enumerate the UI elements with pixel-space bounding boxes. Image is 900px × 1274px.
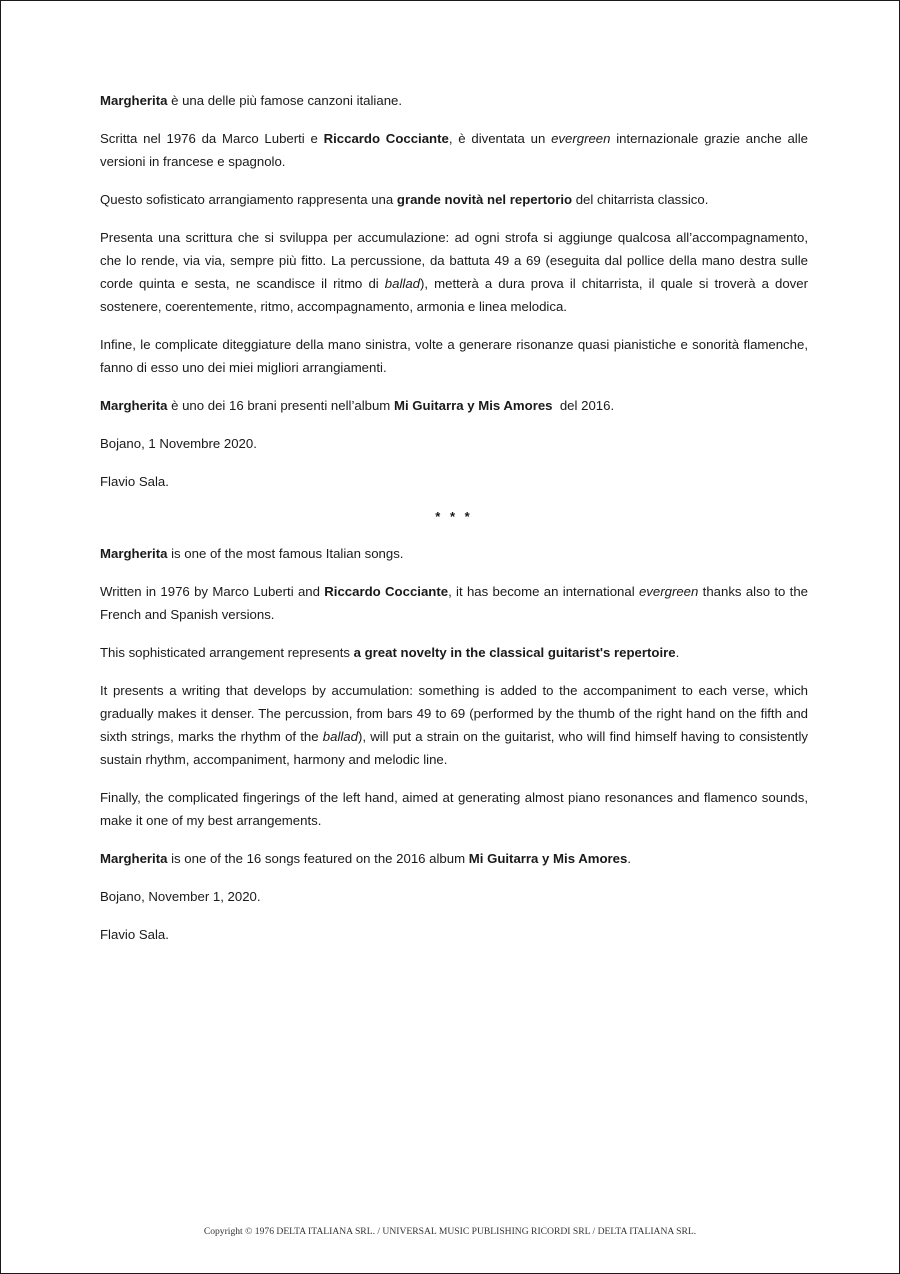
en-p2-text-2: , it has become an international	[448, 583, 639, 599]
en-p6-song-title: Margherita	[100, 850, 168, 866]
it-p3-text-1: Questo sofisticato arrangiamento rappresenta una	[100, 191, 397, 207]
en-signature: Flavio Sala.	[100, 926, 169, 942]
en-paragraph-4	[100, 679, 808, 772]
en-p3-text-2: .	[675, 644, 680, 660]
it-paragraph-4	[100, 226, 808, 319]
en-p4-text-1: It presents a writing that develops by accumulation: something is added to the accompaniment to each verse, which gradually makes it denser. The percussion, from bars 49 to 69 (performed by the thumb of the right hand on the fifth and sixth strings, marks the rhythm of the	[100, 682, 808, 744]
en-p2-evergreen: evergreen	[638, 583, 699, 599]
en-p5-text: Finally, the complicated fingerings of the left hand, aimed at generating almost piano resonances and flamenco sounds, make it one of my best arrangements.	[100, 789, 808, 829]
it-p5-text: Infine, le complicate diteggiature della mano sinistra, volte a generare risonanze quasi pianistiche e sonorità flamenche, fanno di esso uno dei miei migliori arrangiamenti.	[100, 337, 808, 376]
en-paragraph-5	[100, 786, 808, 832]
en-p2-text-3: thanks also to the French and Spanish versions.	[100, 583, 809, 622]
en-p4-ballad: ballad	[322, 728, 358, 744]
it-p6-song-title: Margherita	[100, 398, 168, 413]
it-signature: Flavio Sala.	[100, 473, 169, 489]
it-p2-text-2: , è diventata un	[448, 130, 552, 146]
en-paragraph-2	[100, 580, 808, 626]
en-p2-text-1: Written in 1976 by Marco Luberti and	[100, 583, 325, 599]
it-paragraph-2	[100, 127, 808, 173]
it-p4-text-1: Presenta una scrittura che si sviluppa per accumulazione: ad ogni strofa si aggiunge qualcosa all’accompagnamento, che lo rende, via via, sempre più fitto. La percussione, da battuta 49 a 69 (eseguita dal pollice della mano destra sulle corde quinta e sesta, ne scandisce il ritmo di	[100, 229, 808, 291]
en-place-date: Bojano, November 1, 2020.	[100, 888, 261, 904]
it-p2-author: Riccardo Cocciante	[323, 130, 449, 146]
en-p4-text-2: ), will put a strain on the guitarist, who will find himself having to consistently sustain rhythm, accompaniment, harmony and melodic line.	[100, 728, 808, 768]
it-paragraph-3	[100, 188, 808, 211]
document-body	[100, 89, 808, 946]
section-separator: * * *	[435, 509, 473, 525]
it-p1-song-title: Margherita	[100, 93, 168, 108]
en-p6-album: Mi Guitarra y Mis Amores	[468, 850, 628, 866]
it-p4-ballad: ballad	[384, 276, 420, 291]
it-p4-text-2: ), metterà a dura prova il chitarrista, il quale si troverà a dover sostenere, coerentemente, ritmo, accompagnamento, armonia e linea melodica.	[100, 276, 808, 315]
en-paragraph-3	[100, 641, 808, 664]
it-p6-text-2: del 2016.	[552, 398, 615, 413]
it-paragraph-1	[100, 89, 808, 112]
it-paragraph-6	[100, 394, 808, 417]
it-paragraph-5	[100, 333, 808, 379]
en-p1-song-title: Margherita	[100, 545, 168, 561]
en-p6-text-1: is one of the 16 songs featured on the 2016 album	[167, 850, 469, 866]
en-p3-text-1: This sophisticated arrangement represents	[100, 644, 354, 660]
en-paragraph-6	[100, 847, 808, 870]
en-p2-author: Riccardo Cocciante	[324, 583, 449, 599]
en-p1-text: is one of the most famous Italian songs.	[167, 545, 404, 561]
it-p6-text-1: è uno dei 16 brani presenti nell’album	[167, 398, 394, 413]
it-p2-text-1: Scritta nel 1976 da Marco Luberti e	[100, 130, 324, 146]
it-p2-text-3: internazionale grazie anche alle versioni in francese e spagnolo.	[100, 130, 809, 169]
en-paragraph-1	[100, 542, 808, 565]
it-p3-highlight: grande novità nel repertorio	[396, 191, 573, 207]
it-p2-evergreen: evergreen	[551, 130, 611, 146]
it-p1-text: è una delle più famose canzoni italiane.	[167, 93, 403, 108]
it-place-date: Bojano, 1 Novembre 2020.	[100, 435, 257, 451]
it-p3-text-2: del chitarrista classico.	[572, 191, 709, 207]
en-p3-highlight: a great novelty in the classical guitarist's repertoire	[353, 644, 676, 660]
it-p6-album: Mi Guitarra y Mis Amores	[393, 398, 553, 413]
en-p6-text-2: .	[627, 850, 631, 866]
copyright-footer: Copyright © 1976 DELTA ITALIANA SRL. / UNIVERSAL MUSIC PUBLISHING RICORDI SRL / DELTA ITALIANA SRL.	[203, 1226, 697, 1237]
